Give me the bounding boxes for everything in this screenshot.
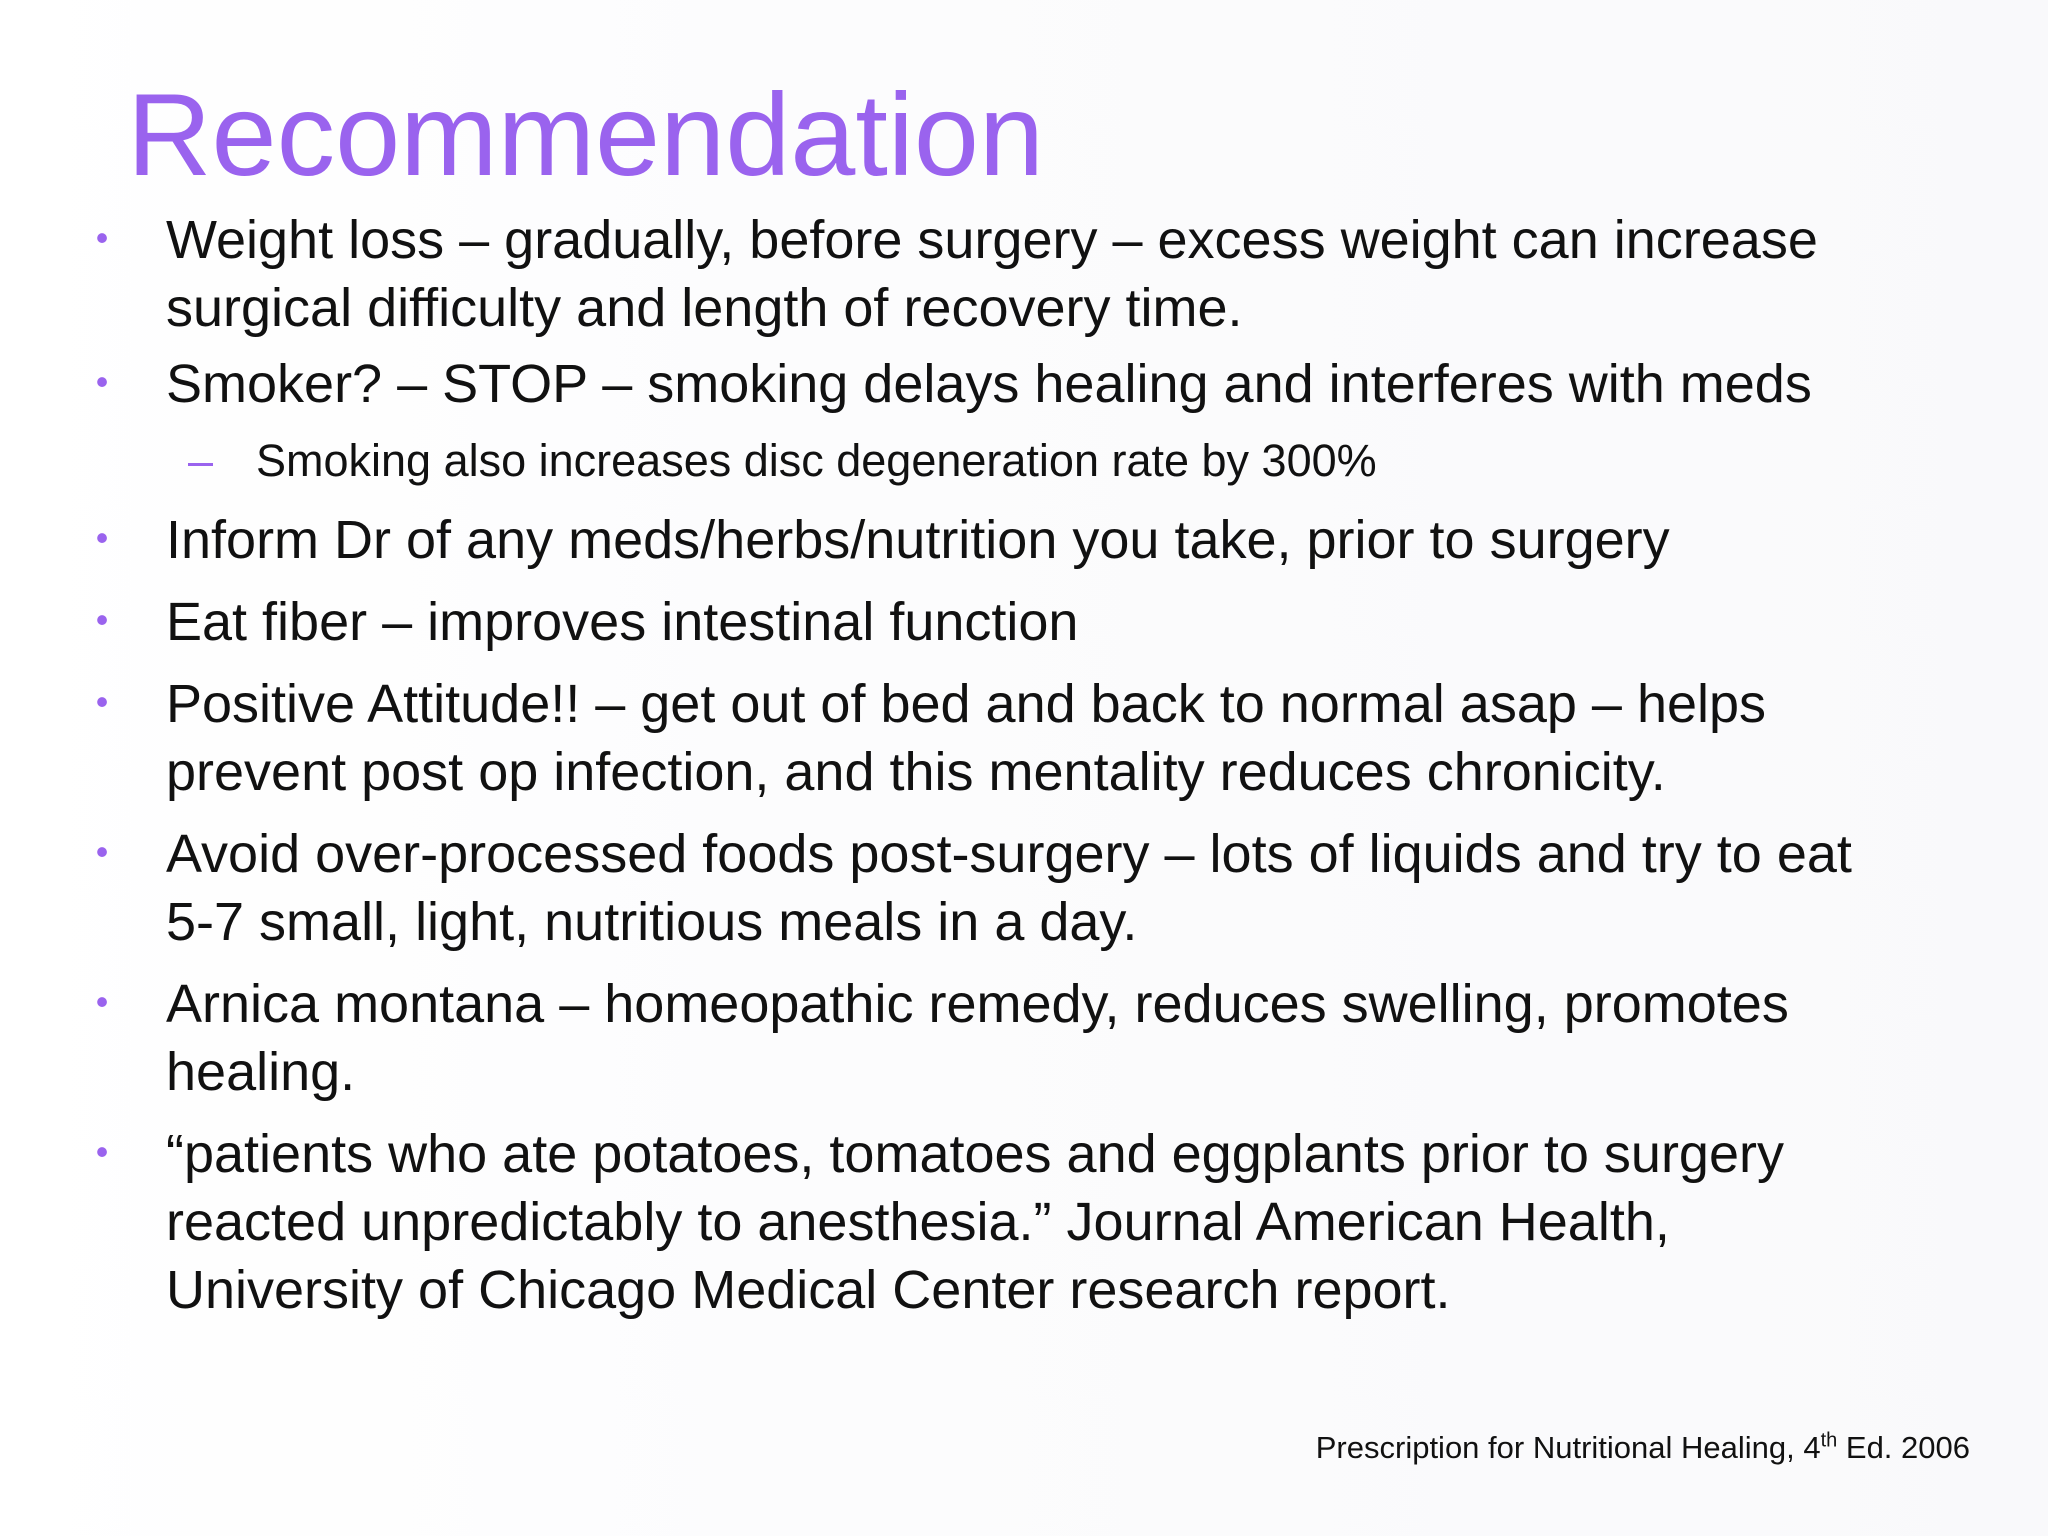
source-suffix: Ed. 2006 [1837,1430,1970,1465]
bullet-line: Smoker? – STOP – smoking delays healing and interferes with meds [166,354,1812,414]
slide-title: Recommendation [127,69,1044,200]
bullet-marker: • [95,1131,109,1172]
bullet-line: healing. [166,1042,356,1102]
bullet-line: Positive Attitude!! – get out of bed and back to normal asap – helps [166,674,1767,734]
source-superscript: th [1820,1429,1838,1452]
bullet-marker: • [95,517,109,558]
bullet-marker: • [95,217,109,258]
bullet-line: “patients who ate potatoes, tomatoes and eggplants prior to surgery [166,1124,1784,1184]
bullet-line: Inform Dr of any meds/herbs/nutrition you take, prior to surgery [166,510,1670,570]
bullet-marker: • [95,681,109,722]
bullet-line: Arnica montana – homeopathic remedy, reduces swelling, promotes [166,974,1789,1034]
bullet-line: Weight loss – gradually, before surgery – excess weight can increase [166,210,1818,270]
bullet-line: reacted unpredictably to anesthesia.” Journal American Health, [166,1192,1670,1252]
bullet-marker: • [95,981,109,1022]
bullet-line: Eat fiber – improves intestinal function [166,592,1079,652]
bullet-line: surgical difficulty and length of recovery time. [166,278,1243,338]
source-prefix: Prescription for Nutritional Healing, 4 [1315,1430,1821,1465]
bullet-marker: • [95,599,109,640]
sub-bullet-text: Smoking also increases disc degeneration rate by 300% [256,435,1377,486]
source-citation [1250,1428,1970,1468]
bullet-line: 5-7 small, light, nutritious meals in a day. [166,892,1138,952]
bullet-line: Avoid over-processed foods post-surgery – lots of liquids and try to eat [166,824,1852,884]
bullet-marker: • [95,831,109,872]
bullet-line: prevent post op infection, and this mentality reduces chronicity. [166,742,1666,802]
bullet-line: University of Chicago Medical Center research report. [166,1260,1451,1320]
sub-bullet-marker: – [188,435,214,486]
bullet-marker: • [95,361,109,402]
